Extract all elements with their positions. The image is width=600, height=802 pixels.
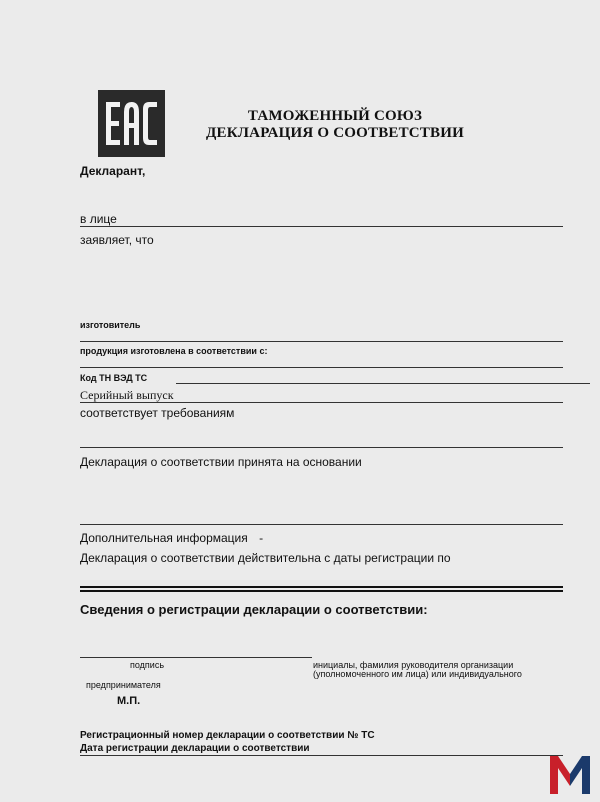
registration-number-label: Регистрационный номер декларации о соответствии № ТС (80, 730, 375, 741)
complies-label: соответствует требованиям (80, 406, 235, 420)
registration-date-label: Дата регистрации декларации о соответствии (80, 743, 310, 754)
declares-label: заявляет, что (80, 233, 154, 247)
complies-line (80, 447, 563, 448)
signature-caption: подпись (130, 660, 165, 670)
basis-label: Декларация о соответствии принята на основании (80, 455, 362, 469)
document-title: ДЕКЛАРАЦИЯ О СООТВЕТСТВИИ (206, 125, 464, 141)
m-watermark-logo (548, 752, 592, 796)
m-logo-icon (548, 752, 592, 796)
additional-info-label (80, 531, 263, 545)
in-person-line (80, 226, 563, 227)
product-made-line (80, 367, 563, 368)
serial-label: Серийный выпуск (80, 388, 174, 402)
basis-line (80, 524, 563, 525)
eac-mark-icon (98, 90, 165, 157)
stamp-label: М.П. (117, 695, 141, 707)
registration-heading: Сведения о регистрации декларации о соответствии: (80, 602, 428, 617)
double-rule-bottom (80, 590, 563, 592)
eac-logo (98, 90, 165, 157)
tn-ved-line (176, 383, 590, 384)
manufacturer-line (80, 341, 563, 342)
validity-label: Декларация о соответствии действительна с даты регистрации по (80, 551, 451, 565)
signature-line (80, 657, 312, 658)
document-union-title: ТАМОЖЕННЫЙ СОЮЗ (247, 108, 423, 124)
additional-info-dash: - (259, 531, 264, 545)
manufacturer-label: изготовитель (80, 320, 141, 330)
double-rule-top (80, 586, 563, 588)
declarant-label: Декларант, (80, 164, 146, 178)
serial-line (80, 402, 563, 403)
initials-caption-line1: инициалы, фамилия руководителя организации (313, 660, 514, 670)
additional-info-text: Дополнительная информация (80, 531, 248, 545)
entrepreneur-caption: предпринимателя (86, 680, 161, 690)
product-made-label: продукция изготовлена в соответствии с: (80, 346, 268, 356)
registration-date-line (80, 755, 563, 756)
in-person-label: в лице (80, 212, 117, 226)
tn-ved-label: Код ТН ВЭД ТС (80, 373, 148, 383)
initials-caption-line2: (уполномоченного им лица) или индивидуального (313, 669, 522, 679)
